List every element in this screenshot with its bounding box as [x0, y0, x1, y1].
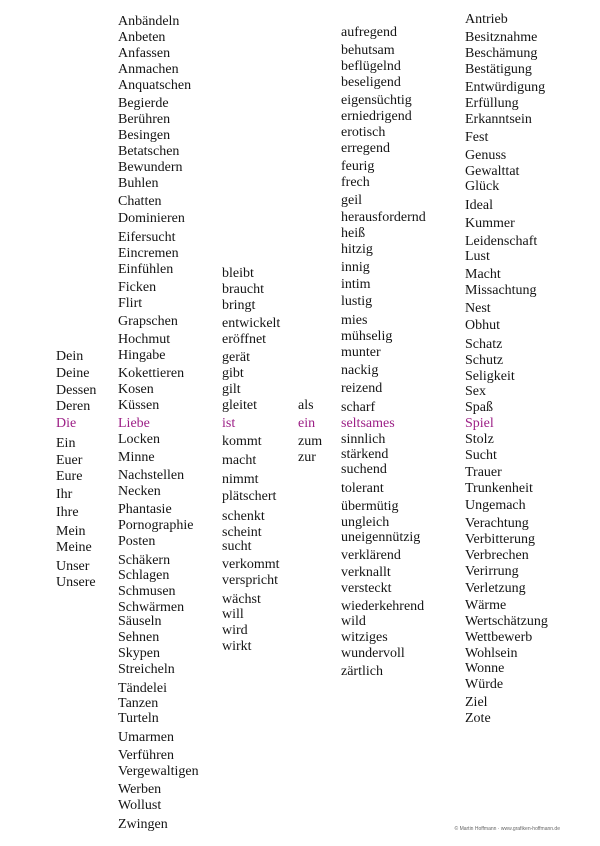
word: Entwürdigung [465, 80, 546, 95]
word: mies [341, 313, 368, 328]
word: wirkt [222, 639, 252, 654]
word: Skypen [118, 646, 160, 661]
word: Schutz [465, 353, 504, 368]
word: scharf [341, 400, 376, 415]
word: eröffnet [222, 332, 267, 347]
word: Wonne [465, 661, 505, 676]
word: verspricht [222, 573, 278, 588]
word: Locken [118, 432, 160, 447]
word: verknallt [341, 565, 391, 580]
word: aufregend [341, 25, 397, 40]
word: Nest [465, 301, 491, 316]
word: gleitet [222, 398, 257, 413]
selected-word: seltsames [341, 416, 395, 431]
word: Verbrechen [465, 548, 529, 563]
word: zum [298, 434, 323, 449]
word: Bestätigung [465, 62, 532, 77]
word: heiß [341, 226, 366, 241]
word: plätschert [222, 489, 277, 504]
word: wiederkehrend [341, 599, 425, 614]
selected-word: ist [222, 416, 236, 431]
word: übermütig [341, 499, 399, 514]
word: Fest [465, 130, 489, 145]
word: Betatschen [118, 144, 180, 159]
word: Unser [56, 559, 90, 574]
selected-word: Die [56, 416, 77, 431]
word: Beschämung [465, 46, 538, 61]
word: Umarmen [118, 730, 174, 745]
word: reizend [341, 381, 383, 396]
word: braucht [222, 282, 264, 297]
word: Begierde [118, 96, 169, 111]
word: Obhut [465, 318, 500, 333]
word: Sucht [465, 448, 497, 463]
word: Anfassen [118, 46, 171, 61]
word: Glück [465, 179, 500, 194]
word: Verführen [118, 748, 174, 763]
word: wild [341, 614, 366, 629]
word: Ungemach [465, 498, 526, 513]
word: macht [222, 453, 257, 468]
word: lustig [341, 294, 373, 309]
word: herausfordernd [341, 210, 426, 225]
word: Ideal [465, 198, 493, 213]
word: sinnlich [341, 432, 386, 447]
word: Pornographie [118, 518, 194, 533]
word: Zwingen [118, 817, 168, 832]
word: Werben [118, 782, 162, 797]
word: Ein [56, 436, 76, 451]
word: Schmusen [118, 584, 176, 599]
word: suchend [341, 462, 387, 477]
word: Erfüllung [465, 96, 519, 111]
word: Deine [56, 366, 90, 381]
word: uneigennützig [341, 530, 421, 545]
word: Verirrung [465, 564, 519, 579]
word: Dein [56, 349, 84, 364]
word: frech [341, 175, 370, 190]
word: Würde [465, 677, 504, 692]
word: Ihre [56, 505, 79, 520]
word: erotisch [341, 125, 386, 140]
word: Sehnen [118, 630, 160, 645]
word: stärkend [341, 447, 389, 462]
word: zur [298, 450, 316, 465]
word: Minne [118, 450, 155, 465]
word: Dessen [56, 383, 97, 398]
word: Tanzen [118, 696, 159, 711]
word: innig [341, 260, 370, 275]
word: verkommt [222, 557, 280, 572]
word: verklärend [341, 548, 401, 563]
word: Eifersucht [118, 230, 176, 245]
word: beseligend [341, 75, 401, 90]
word: Chatten [118, 194, 162, 209]
word: Seligkeit [465, 369, 515, 384]
word: eigensüchtig [341, 93, 412, 108]
word: Anbändeln [118, 14, 180, 29]
word: Euer [56, 453, 83, 468]
word: Wollust [118, 798, 162, 813]
copyright-credit: © Martin Hoffmann · www.grafiken-hoffmann.de [454, 826, 560, 832]
word: ungleich [341, 515, 390, 530]
word: Wärme [465, 598, 507, 613]
word: Stolz [465, 432, 494, 447]
word: Ziel [465, 695, 488, 710]
selected-word: ein [298, 416, 316, 431]
word: Streicheln [118, 662, 175, 677]
word: Kummer [465, 216, 515, 231]
word: Vergewaltigen [118, 764, 199, 779]
word: Hochmut [118, 332, 171, 347]
word: Ficken [118, 280, 157, 295]
word: nimmt [222, 472, 259, 487]
word: Verletzung [465, 581, 526, 596]
word: Kosen [118, 382, 154, 397]
word: bringt [222, 298, 256, 313]
word: Wettbewerb [465, 630, 533, 645]
word: Besitznahme [465, 30, 538, 45]
word: Eincremen [118, 246, 179, 261]
word: Verachtung [465, 516, 529, 531]
word: bleibt [222, 266, 254, 281]
word: Ihr [56, 487, 73, 502]
word: Mein [56, 524, 86, 539]
word: Trunkenheit [465, 481, 533, 496]
word: Kokettieren [118, 366, 185, 381]
word: Buhlen [118, 176, 159, 191]
selected-word: Liebe [118, 416, 150, 431]
word: Schlagen [118, 568, 170, 583]
word: Trauer [465, 465, 502, 480]
word: Einfühlen [118, 262, 174, 277]
word: Bewundern [118, 160, 183, 175]
word: Zote [465, 711, 491, 726]
word: Gewalttat [465, 164, 520, 179]
word: geil [341, 193, 362, 208]
word: Genuss [465, 148, 507, 163]
word: Schwärmen [118, 600, 185, 615]
word: entwickelt [222, 316, 281, 331]
word: Sex [465, 384, 486, 399]
word: Flirt [118, 296, 143, 311]
word: sucht [222, 539, 252, 554]
word: Macht [465, 267, 501, 282]
word: gibt [222, 366, 244, 381]
word: als [298, 398, 314, 413]
word: Tändelei [118, 681, 167, 696]
word: gerät [222, 350, 250, 365]
word: wird [222, 623, 248, 638]
word: Anbeten [118, 30, 166, 45]
word: hitzig [341, 242, 373, 257]
word: Schatz [465, 337, 503, 352]
word: Turteln [118, 711, 159, 726]
word: versteckt [341, 581, 392, 596]
word: Schäkern [118, 553, 171, 568]
word: behutsam [341, 43, 395, 58]
word: zärtlich [341, 664, 383, 679]
word: Anquatschen [118, 78, 192, 93]
word: feurig [341, 159, 375, 174]
word: Eure [56, 469, 83, 484]
word: wächst [222, 592, 261, 607]
word: Wohlsein [465, 646, 518, 661]
word: Spaß [465, 400, 493, 415]
word: Nachstellen [118, 468, 185, 483]
word: Leidenschaft [465, 234, 538, 249]
word: Anmachen [118, 62, 179, 77]
word: scheint [222, 525, 262, 540]
word: will [222, 607, 244, 622]
word: kommt [222, 434, 262, 449]
word: intim [341, 277, 371, 292]
word: Säuseln [118, 614, 162, 629]
word: Meine [56, 540, 92, 555]
word: Dominieren [118, 211, 185, 226]
word: Hingabe [118, 348, 166, 363]
word: mühselig [341, 329, 393, 344]
word: Berühren [118, 112, 171, 127]
word: schenkt [222, 509, 265, 524]
selected-word: Spiel [465, 416, 494, 431]
word: Phantasie [118, 502, 172, 517]
word: erniedrigend [341, 109, 412, 124]
word: nackig [341, 363, 379, 378]
word: Lust [465, 249, 490, 264]
word: Posten [118, 534, 156, 549]
word: wundervoll [341, 646, 405, 661]
word: Missachtung [465, 283, 537, 298]
word: gilt [222, 382, 241, 397]
word: Necken [118, 484, 161, 499]
word: Erkanntsein [465, 112, 532, 127]
word: Deren [56, 399, 91, 414]
word: erregend [341, 141, 390, 156]
word: Wertschätzung [465, 614, 548, 629]
word: Verbitterung [465, 532, 535, 547]
word: beflügelnd [341, 59, 401, 74]
word: Antrieb [465, 12, 508, 27]
word: tolerant [341, 481, 384, 496]
word: munter [341, 345, 381, 360]
word: witziges [341, 630, 388, 645]
word: Unsere [56, 575, 96, 590]
word: Küssen [118, 398, 160, 413]
word: Grapschen [118, 314, 178, 329]
word: Besingen [118, 128, 171, 143]
